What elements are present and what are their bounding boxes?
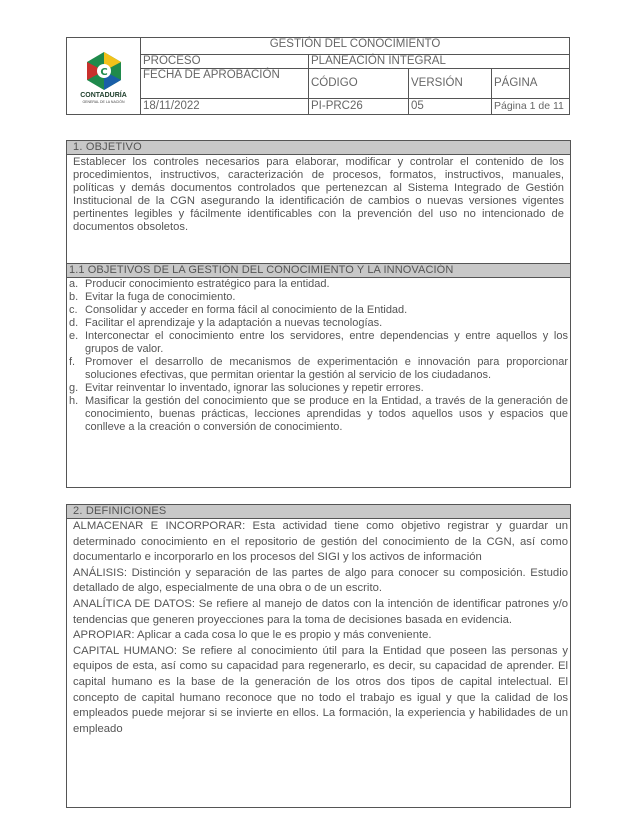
objetivos-gestion-heading: 1.1 OBJETIVOS DE LA GESTIÓN DEL CONOCIMIENTO Y LA INNOVACIÓN (67, 263, 570, 278)
definicion-item: ANÁLISIS: Distinción y separación de las partes de algo para conocer su composición. Estudio detallado de algo, especialmente de una obra o de un escrito. (73, 566, 568, 595)
objetivo-item-text: Interconectar el conocimiento entre los servidores, entre dependencias y entre aquellos y los grupos de valor. (85, 330, 568, 355)
objetivo-item-text: Masificar la gestión del conocimiento que se produce en la Entidad, a través de la generación de conocimiento, buenas prácticas, lecciones aprendidas y todos aquellos usos y espacios que conlleve a la creación o conversión de conocimiento. (85, 395, 568, 433)
objetivo-item (67, 317, 568, 330)
definiciones-section (66, 504, 571, 808)
objetivo-item-marker: a. (69, 278, 79, 290)
proceso-value: PLANEACIÓN INTEGRAL (309, 55, 570, 69)
objetivo-section (66, 140, 571, 488)
definicion-item: ALMACENAR E INCORPORAR: Esta actividad tiene como objetivo registrar y guardar un determinado conocimiento en el repositorio de gestión del conocimiento de la CGN, así como documentarlo e incorporarlo en los procesos del SIGI y los activos de información (73, 520, 568, 564)
codigo-value: PI-PRC26 (309, 99, 409, 115)
objetivo-item-text: Evitar la fuga de conocimiento. (85, 291, 236, 303)
definicion-item: APROPIAR: Aplicar a cada cosa lo que le es propio y más conveniente. (73, 629, 432, 642)
objetivo-text: Establecer los controles necesarios para elaborar, modificar y controlar el contenido de los procedimientos, instructivos, caracterización de procesos, formatos, instructivos, manuales, políticas y demás documentos controlados que pertenezcan al Sistema Integrado de Gestión Institucional de la CGN asegurando la identificación de cambios o nuevas versiones vigentes pertinentes legibles y fácilmente identificables con la prevención del uso no intencionado de documentos obsoletos. (73, 156, 564, 233)
logo-text: CONTADURÍA (80, 91, 127, 99)
objetivo-item (67, 330, 568, 356)
objetivo-item-marker: h. (69, 395, 79, 407)
logo-cell (67, 38, 141, 115)
version-label: VERSIÓN (409, 69, 492, 99)
objetivo-item (67, 304, 568, 317)
pagina-value: Página 1 de 11 (492, 99, 570, 115)
logo-subtext: GENERAL DE LA NACIÓN (82, 99, 125, 104)
objetivo-item-marker: f. (69, 356, 76, 368)
objetivo-item-marker: b. (69, 291, 79, 303)
definicion-item: CAPITAL HUMANO: Se refiere al conocimiento útil para la Entidad que poseen las personas y equipos de esta, así como su capacidad para regenerarlo, es decir, su capacidad de aprender. El capital humano es la base de la generación de los otros dos tipos de capital intelectual. El concepto de capital humano reconoce que no todo el trabajo es igual y que la calidad de los empleados puede mejorar si se invierte en ellos. La formación, la experiencia y habilidades de un empleado (73, 644, 568, 735)
version-value: 05 (409, 99, 492, 115)
objetivo-item (67, 395, 568, 434)
objetivo-item (67, 356, 568, 382)
objetivo-item-text: Evitar reinventar lo inventado, ignorar las soluciones y repetir errores. (85, 382, 424, 394)
document-title: GESTIÓN DEL CONOCIMIENTO (141, 38, 570, 55)
objetivo-item (67, 291, 568, 304)
definiciones-list (67, 519, 570, 737)
objetivo-item-marker: c. (69, 304, 78, 316)
objetivo-heading: 1. OBJETIVO (67, 141, 570, 155)
fecha-label: FECHA DE APROBACIÓN (141, 69, 309, 99)
definicion-item: ANALÍTICA DE DATOS: Se refiere al manejo de datos con la intención de identificar patrones y/o tendencias que generen proyecciones para la toma de decisiones basada en evidencia. (73, 597, 568, 626)
objetivos-list (67, 278, 570, 434)
codigo-label: CÓDIGO (309, 69, 409, 99)
fecha-value: 18/11/2022 (141, 99, 309, 115)
objetivo-item-text: Consolidar y acceder en forma fácil al conocimiento de la Entidad. (85, 304, 408, 316)
objetivo-item-marker: e. (69, 330, 79, 342)
objetivo-item (67, 382, 568, 395)
proceso-label: PROCESO (141, 55, 309, 69)
objetivo-item-marker: d. (69, 317, 79, 329)
objetivo-item-text: Promover el desarrollo de mecanismos de experimentación e innovación para proporcionar soluciones efectivas, que permitan orientar la gestión al servicio de los ciudadanos. (85, 356, 568, 381)
definiciones-heading: 2. DEFINICIONES (67, 505, 570, 519)
objetivo-item-text: Producir conocimiento estratégico para la entidad. (85, 278, 330, 290)
pagina-label: PÁGINA (492, 69, 570, 99)
cgn-logo-icon (81, 50, 127, 92)
objetivo-item-text: Facilitar el aprendizaje y la adaptación a nuevas tecnologías. (85, 317, 383, 329)
objetivo-item (67, 278, 568, 291)
svg-text:C: C (99, 66, 108, 78)
document-header-table (66, 37, 570, 115)
objetivo-item-marker: g. (69, 382, 79, 394)
